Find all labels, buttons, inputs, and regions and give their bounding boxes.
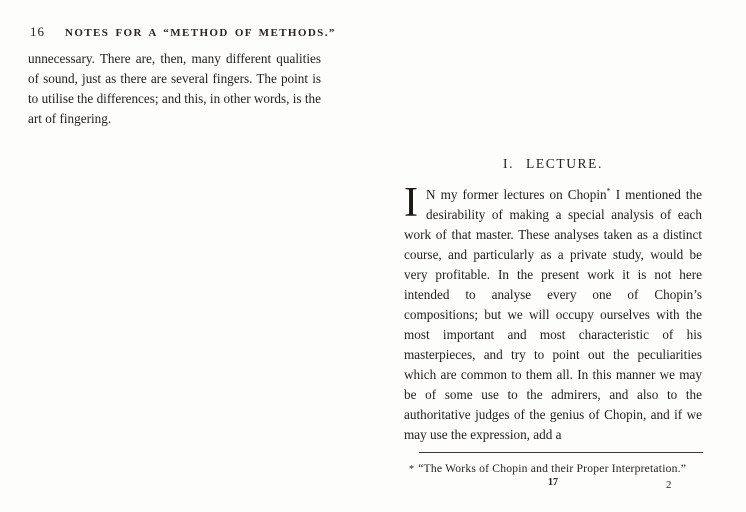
paragraph-text-before-footnote: N my former lectures on Chopin bbox=[426, 187, 607, 202]
chapter-heading: I. LECTURE. bbox=[503, 156, 603, 171]
running-header-title: NOTES FOR A “METHOD OF METHODS.” bbox=[65, 27, 336, 39]
footnote-rule bbox=[419, 452, 703, 453]
footnote bbox=[409, 461, 709, 477]
running-header bbox=[30, 24, 350, 40]
right-page-paragraph bbox=[404, 180, 702, 445]
left-page-number: 16 bbox=[30, 24, 45, 39]
drop-cap: I bbox=[404, 180, 418, 226]
footnote-text: “The Works of Chopin and their Proper Interpretation.” bbox=[418, 462, 687, 475]
signature-mark: 2 bbox=[666, 479, 672, 491]
footnote-marker: * bbox=[409, 464, 415, 475]
left-page-paragraph: unnecessary. There are, then, many different qualities of sound, just as there are several fingers. The point is to utilise the differences; and this, in other words, is the art of fingering. bbox=[28, 51, 321, 126]
footnote-reference-marker: * bbox=[606, 186, 611, 196]
right-page-number: 17 bbox=[548, 477, 558, 488]
paragraph-text-after-footnote: I mentioned the desirability of making a special analysis of each work of that master. These analyses taken as a distinct course, and particularly as a private study, would be very profitable. In the present work it is not here intended to analyse every one of Chopin’s compositions; but we will occupy ourselves with the most important and most characteristic of his masterpieces, and try to point out the peculiarities which are common to them all. In this manner we may be of some use to the admirers, and also to the authoritative judges of the genius of Chopin, and if we may use the expression, add a bbox=[404, 187, 702, 442]
